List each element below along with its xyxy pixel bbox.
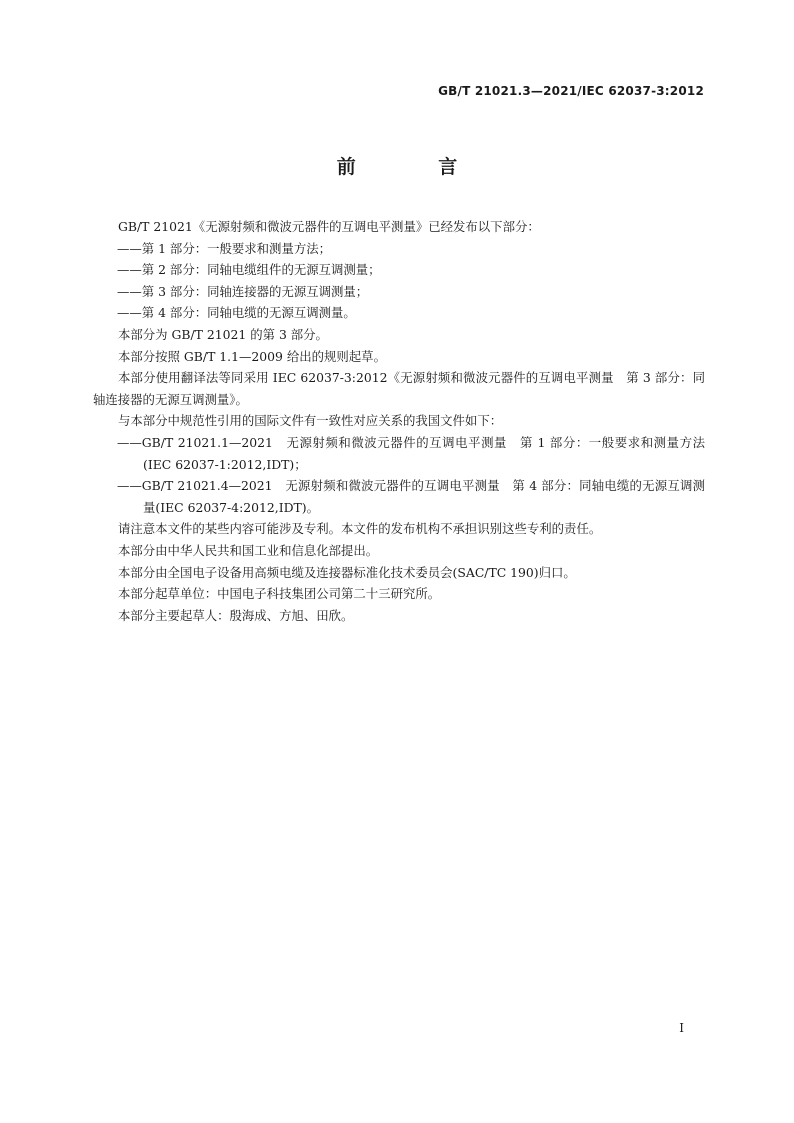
document-code: GB/T 21021.3—2021/IEC 62037-3:2012: [438, 84, 704, 98]
list-item: ——第 2 部分：同轴电缆组件的无源互调测量；: [117, 262, 381, 278]
list-item: ——第 1 部分：一般要求和测量方法；: [117, 240, 332, 256]
paragraph: 本部分由全国电子设备用高频电缆及连接器标准化技术委员会(SAC/TC 190)归口。: [118, 564, 576, 580]
paragraph: 本部分由中华人民共和国工业和信息化部提出。: [118, 542, 379, 558]
list-item: ——第 4 部分：同轴电缆的无源互调测量。: [117, 305, 356, 321]
paragraph: 请注意本文件的某些内容可能涉及专利。本文件的发布机构不承担识别这些专利的责任。: [118, 521, 602, 537]
paragraph: 本部分按照 GB/T 1.1—2009 给出的规则起草。: [118, 348, 386, 364]
list-item: ——第 3 部分：同轴连接器的无源互调测量；: [117, 283, 369, 299]
list-item: ——GB/T 21021.1—2021 无源射频和微波元器件的互调电平测量 第 1 部分：一般要求和测量方法(IEC 62037-1:2012,IDT)；: [117, 434, 705, 472]
paragraph: 本部分为 GB/T 21021 的第 3 部分。: [118, 326, 328, 342]
list-item: ——GB/T 21021.4—2021 无源射频和微波元器件的互调电平测量 第 4 部分：同轴电缆的无源互调测量(IEC 62037-4:2012,IDT)。: [117, 478, 705, 515]
page-number: I: [679, 1021, 684, 1035]
paragraph: 本部分主要起草人：殷海成、方旭、田欣。: [118, 607, 354, 623]
page-title: 前 言: [336, 156, 496, 178]
paragraph: 与本部分中规范性引用的国际文件有一致性对应关系的我国文件如下：: [118, 413, 503, 429]
paragraph: 本部分使用翻译法等同采用 IEC 62037-3:2012《无源射频和微波元器件的互调电平测量 第 3 部分：同轴连接器的无源互调测量》。: [93, 370, 705, 407]
paragraph: GB/T 21021《无源射频和微波元器件的互调电平测量》已经发布以下部分：: [118, 219, 540, 234]
foreword-body: [93, 216, 705, 626]
paragraph: 本部分起草单位：中国电子科技集团公司第二十三研究所。: [118, 586, 441, 602]
